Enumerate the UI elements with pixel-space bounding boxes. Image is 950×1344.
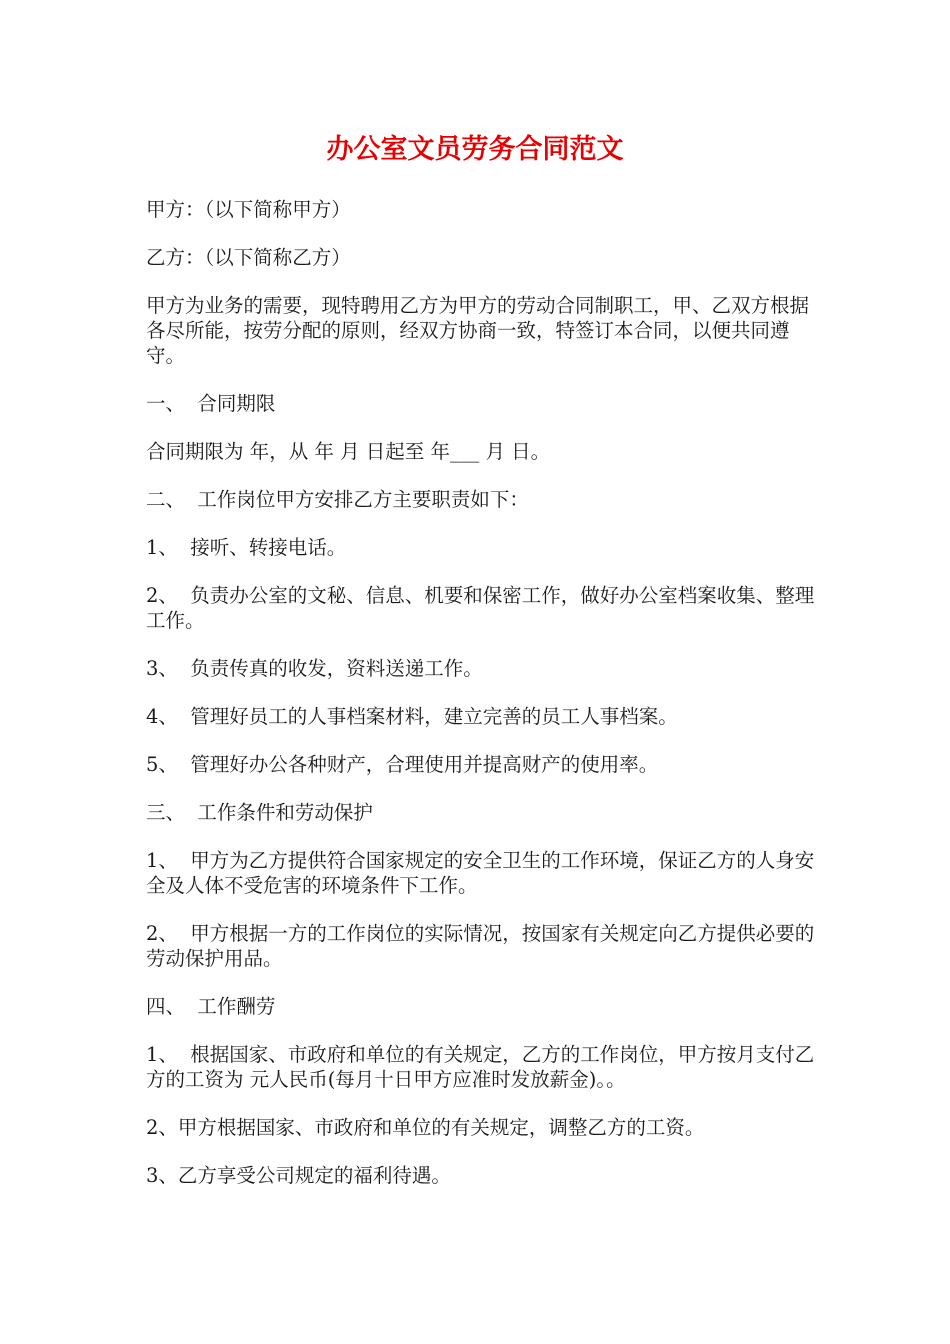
paragraph-party-b: 乙方：（以下简称乙方） — [146, 246, 351, 269]
section-heading-conditions: 三、 工作条件和劳动保护 — [146, 801, 373, 824]
section-heading-pay: 四、 工作酬劳 — [146, 995, 276, 1018]
list-item-condition-2: 2、 甲方根据一方的工作岗位的实际情况，按国家有关规定向乙方提供必要的劳动保护用品。 — [146, 922, 815, 970]
list-item-pay-2: 2、甲方根据国家、市政府和单位的有关规定，调整乙方的工资。 — [146, 1116, 705, 1139]
list-item-duty-4: 4、 管理好员工的人事档案材料，建立完善的员工人事档案。 — [146, 705, 678, 728]
paragraph-party-a: 甲方：（以下简称甲方） — [146, 198, 351, 221]
document-title: 办公室文员劳务合同范文 — [326, 134, 624, 165]
paragraph-preamble: 甲方为业务的需要，现特聘用乙方为甲方的劳动合同制职工，甲、乙双方根据各尽所能，按劳分配的原则，经双方协商一致，特签订本合同，以便共同遵守。 — [146, 294, 810, 367]
list-item-condition-1: 1、 甲方为乙方提供符合国家规定的安全卫生的工作环境，保证乙方的人身安全及人体不受危害的环境条件下工作。 — [146, 849, 815, 897]
section-heading-position: 二、 工作岗位甲方安排乙方主要职责如下： — [146, 488, 529, 511]
paragraph-term: 合同期限为 年，从 年 月 日起至 年___ 月 日。 — [146, 440, 551, 463]
list-item-duty-2: 2、 负责办公室的文秘、信息、机要和保密工作，做好办公室档案收集、整理工作。 — [146, 584, 815, 632]
list-item-pay-1: 1、 根据国家、市政府和单位的有关规定，乙方的工作岗位，甲方按月支付乙方的工资为 元人民币(每月十日甲方应准时发放薪金)。。 — [146, 1043, 815, 1091]
list-item-duty-5: 5、 管理好办公各种财产，合理使用并提高财产的使用率。 — [146, 753, 659, 776]
list-item-duty-1: 1、 接听、转接电话。 — [146, 536, 347, 559]
list-item-duty-3: 3、 负责传真的收发，资料送递工作。 — [146, 657, 483, 680]
list-item-pay-3: 3、乙方享受公司规定的福利待遇。 — [146, 1164, 451, 1187]
document-body — [146, 197, 826, 1211]
section-heading-term: 一、 合同期限 — [146, 392, 276, 415]
